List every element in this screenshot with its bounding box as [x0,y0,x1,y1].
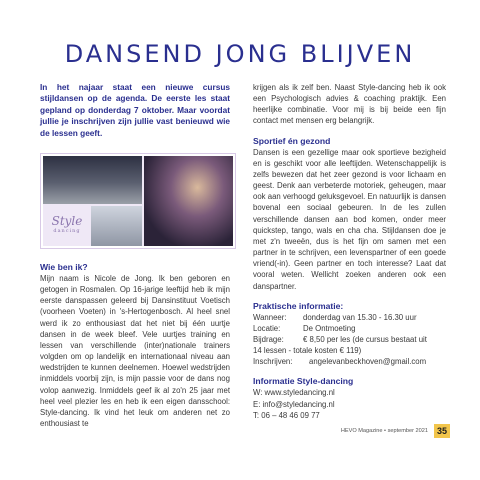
wie-heading: Wie ben ik? [40,262,88,272]
article-title: DANSEND JONG BLIJVEN [64,40,416,68]
sportief-section [253,136,446,292]
contact-email[interactable]: E: info@styledancing.nl [253,399,335,409]
continuation-text: krijgen als ik zelf ben. Naast Style-dancing heb ik ook een Psychologisch advies & coaching praktijk. Een heerlijke combinatie. Voor mij is bij beide een fijn contact met mensen erg belangrijk. [253,83,446,126]
contact-phone: T: 06 – 48 46 09 77 [253,410,320,420]
info-email-link[interactable]: angelevanbeckhoven@gmail.com [309,357,427,367]
photo-collage [40,153,236,249]
photo-frame [43,156,233,246]
sportief-heading: Sportief én gezond [253,135,331,146]
logo-script: Style [51,214,83,228]
info-value: De Ontmoeting [303,323,356,333]
contact-website[interactable]: W: www.styledancing.nl [253,388,335,398]
info-value: € 8,50 per les (de cursus bestaat uit [303,334,427,344]
style-dancing-logo [47,214,87,240]
wie-ben-ik-section [40,262,230,429]
info-key: Bijdrage: [253,334,284,344]
page-number: 35 [434,424,450,438]
wie-text: Mijn naam is Nicole de Jong. Ik ben geboren en getogen in Rosmalen. Op 16-jarige leeftijd heb ik mijn eerste danspassen geleerd bij Dansinstituut Voetisch (voorheen Voeten) in 's-Hertogenbosch. Al heel snel werd ik zo enthousiast dat het niet bij één uurtje dansen in de week bleef. Vele uurtjes training en lessen van verschillende (inter)nationale trainers volgden om op landelijk en internationaal niveau aan wedstrijden te kunnen deelnemen. Hoewel wedstrijden inmiddels voorbij zijn, is mijn passie voor de dans nog volop aanwezig. Inmiddels geef ik al zo'n 25 jaar met heel veel plezier les en heb ik een eigen dansschool: Style-dancing. Ik vind het leuk om anderen net zo enthousiast te [40,274,230,429]
info-key: Inschrijven: [253,357,293,367]
info-row-bijdrage [253,334,446,345]
contact-heading: Informatie Style-dancing [253,376,354,387]
praktisch-section [253,301,446,368]
praktisch-heading: Praktische informatie: [253,300,344,311]
page-footer [341,424,450,438]
sportief-text: Dansen is een gezellige maar ook sportieve bezigheid en is geschikt voor alle leeftijden. Wetenschappelijk is zelfs bewezen dat het zeer gezond is voor lichaam en geest. Denk aan verbeterde motoriek, geheugen, maar ook aan verhoogd geluksgevoel. En natuurlijk is dansen bovenal een sociaal gebeuren. In de les zullen verschillende dansen aan bod komen, onder meer quickstep, tango, wals en cha cha. Stijldansen doe je met z'n tweeën, dus is het fijn om samen met een partner in te schrijven, een levenspartner of een goede vriend(-in). Geen partner en toch interesse? Laat dat vooral weten. Wellicht zoeken anderen ook een danspartner. [253,147,446,291]
info-row-wanneer [253,312,446,323]
contact-section [253,376,446,420]
footer-text: HEVO Magazine • september 2021 [340,428,428,434]
info-extra: 14 lessen - totale kosten € 119) [253,346,362,356]
intro-block [40,82,230,139]
photo-dance-class [91,206,142,246]
info-key: Wanneer: [253,312,287,322]
info-value: donderdag van 15.30 - 16.30 uur [303,312,417,322]
photo-ballroom [43,156,142,204]
intro-text: In het najaar staat een nieuwe cursus stijldansen op de agenda. De eerste les staat gepland op donderdag 7 oktober. Maar voordat jullie je inschrijven zijn jullie vast benieuwd wie de lessen geeft. [40,82,230,138]
logo-sub: dancing [53,228,81,234]
photo-dancing-couple [144,156,233,246]
info-key: Locatie: [253,323,281,333]
right-column [253,82,446,421]
info-row-locatie [253,323,446,334]
info-row-inschrijven [253,356,446,367]
